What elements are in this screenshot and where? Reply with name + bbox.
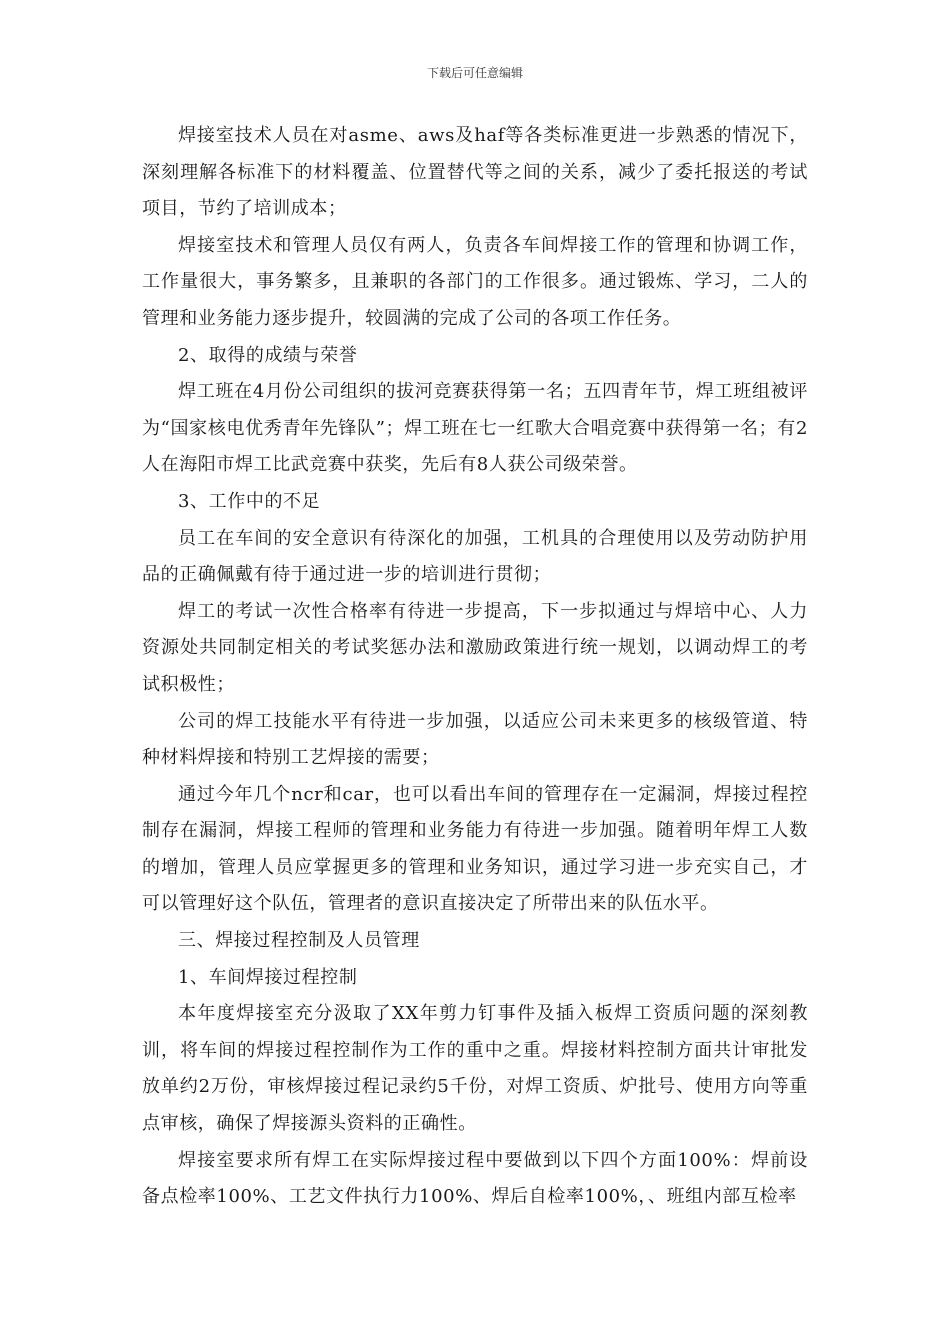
document-body [142,118,808,1216]
paragraph-exam-pass-rate: 焊工的考试一次性合格率有待进一步提高，下一步拟通过与焊培中心、人力资源处共同制定相关的考试奖惩办法和激励政策进行统一规划，以调动焊工的考试积极性； [142,600,808,695]
page-header: 下载后可任意编辑 [426,66,523,80]
section-heading-achievements: 2、取得的成绩与荣誉 [178,344,358,366]
paragraph-skill-level: 公司的焊工技能水平有待进一步加强，以适应公司未来更多的核级管道、特种材料焊接和特别工艺焊接的需要； [142,710,808,769]
section-heading-shortcomings: 3、工作中的不足 [178,490,321,512]
paragraph-honors: 焊工班在4月份公司组织的拔河竞赛获得第一名；五四青年节，焊工班组被评为“国家核电优秀青年先锋队”；焊工班在七一红歌大合唱竞赛中获得第一名；有2人在海阳市焊工比武竞赛中获奖，先后有8人获公司级荣誉。 [142,381,808,476]
paragraph-staff-workload: 焊接室技术和管理人员仅有两人，负责各车间焊接工作的管理和协调工作，工作量很大，事务繁多，且兼职的各部门的工作很多。通过锻炼、学习，二人的管理和业务能力逐步提升，较圆满的完成了公司的各项工作任务。 [142,234,808,329]
subsection-heading-workshop-control: 1、车间焊接过程控制 [178,966,358,988]
paragraph-management-gaps: 通过今年几个ncr和car，也可以看出车间的管理存在一定漏洞，焊接过程控制存在漏洞，焊接工程师的管理和业务能力有待进一步加强。随着明年焊工人数的增加，管理人员应掌握更多的管理和业务知识，通过学习进一步充实自己，才可以管理好这个队伍，管理者的意识直接决定了所带出来的队伍水平。 [142,783,808,915]
paragraph-safety-awareness: 员工在车间的安全意识有待深化的加强，工机具的合理使用以及劳动防护用品的正确佩戴有待于通过进一步的培训进行贯彻； [142,527,808,586]
paragraph-lessons-learned: 本年度焊接室充分汲取了XX年剪力钉事件及插入板焊工资质问题的深刻教训，将车间的焊接过程控制作为工作的重中之重。焊接材料控制方面共计审批发放单约2万份，审核焊接过程记录约5千份，对焊工资质、炉批号、使用方向等重点审核，确保了焊接源头资料的正确性。 [142,1003,808,1135]
paragraph-four-requirements: 焊接室要求所有焊工在实际焊接过程中要做到以下四个方面100%：焊前设备点检率100%、工艺文件执行力100%、焊后自检率100%，、班组内部互检率 [142,1149,808,1208]
section-heading-process-control: 三、焊接过程控制及人员管理 [178,930,420,952]
paragraph-standards-familiarity: 焊接室技术人员在对asme、aws及haf等各类标准更进一步熟悉的情况下，深刻理解各标准下的材料覆盖、位置替代等之间的关系，减少了委托报送的考试项目，节约了培训成本； [142,125,808,220]
